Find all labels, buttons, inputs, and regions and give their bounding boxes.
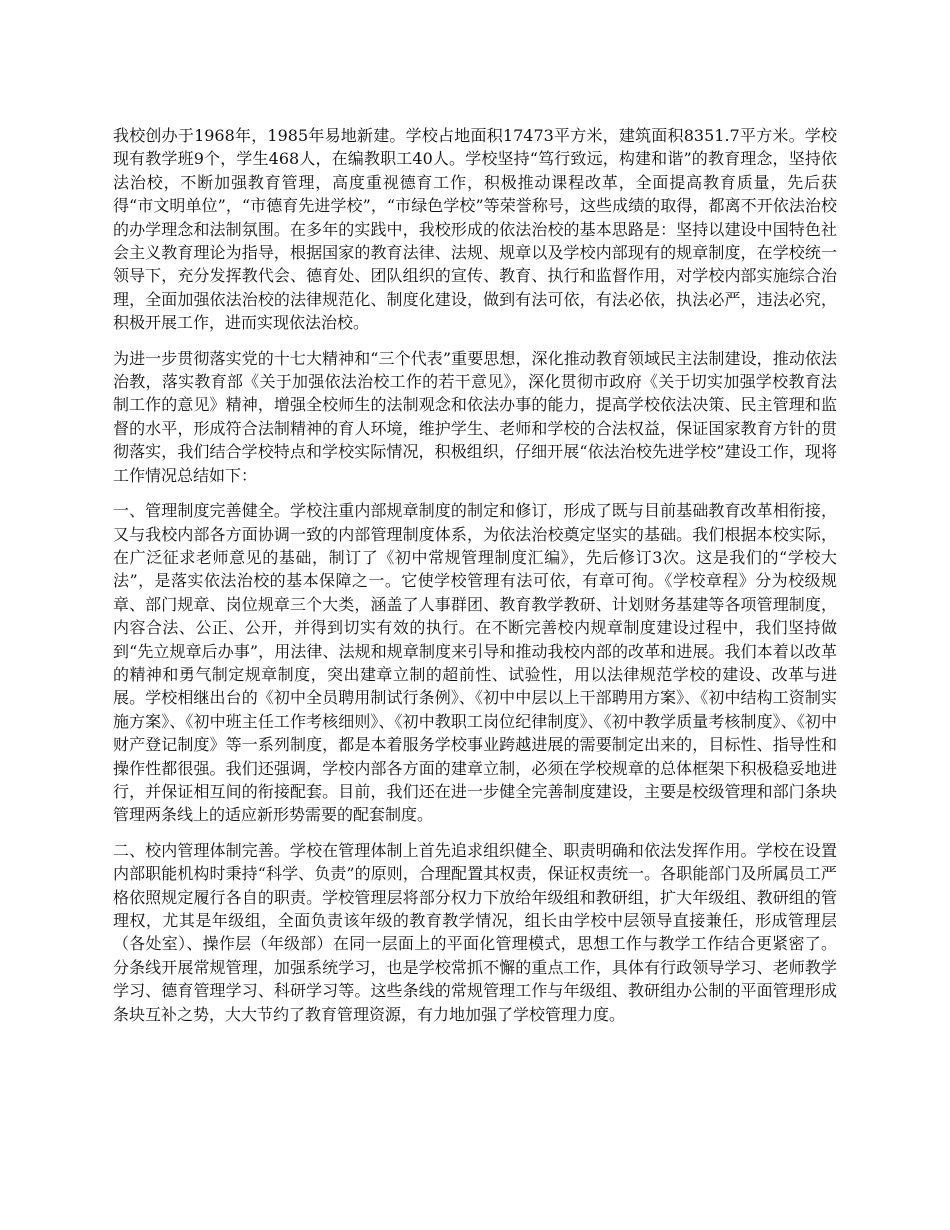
paragraph-management-structure: 二、校内管理体制完善。学校在管理体制上首先追求组织健全、职责明确和依法发挥作用。学校在设置内部职能机构时秉持“科学、负责”的原则，合理配置其权责，保证权责统一。各职能部门及所属员工严格依照规定履行各自的职责。学校管理层将部分权力下放给年级组和教研组，扩大年级组、教研组的管理权，尤其是年级组，全面负责该年级的教育教学情况，组长由学校中层领导直接兼任，形成管理层（各处室）、操作层（年级部）在同一层面上的平面化管理模式，思想工作与教学工作结合更紧密了。分条线开展常规管理，加强系统学习，也是学校常抓不懈的重点工作，具体有行政领导学习、老师教学学习、德育管理学习、科研学习等。这些条线的常规管理工作与年级组、教研组办公制的平面管理形成条块互补之势，大大节约了教育管理资源，有力地加强了学校管理力度。 <box>113 840 837 1024</box>
document-body <box>113 124 837 1038</box>
paragraph-purpose: 为进一步贯彻落实党的十七大精神和“三个代表”重要思想，深化推动教育领域民主法制建设，推动依法治教，落实教育部《关于加强依法治校工作的若干意见》，深化贯彻市政府《关于切实加强学校教育法制工作的意见》精神，增强全校师生的法制观念和依法办事的能力，提高学校依法决策、民主管理和监督的水平，形成符合法制精神的育人环境，维护学生、老师和学校的合法权益，保证国家教育方针的贯彻落实，我们结合学校特点和学校实际情况，积极组织，仔细开展“依法治校先进学校”建设工作，现将工作情况总结如下： <box>113 348 837 485</box>
paragraph-management-system: 一、管理制度完善健全。学校注重内部规章制度的制定和修订，形成了既与目前基础教育改革相衔接，又与我校内部各方面协调一致的内部管理制度体系，为依法治校奠定坚实的基础。我们根据本校实际，在广泛征求老师意见的基础，制订了《初中常规管理制度汇编》，先后修订3次。这是我们的“学校大法”，是落实依法治校的基本保障之一。它使学校管理有法可依，有章可徇。《学校章程》分为校级规章、部门规章、岗位规章三个大类，涵盖了人事群团、教育教学教研、计划财务基建等各项管理制度，内容合法、公正、公开，并得到切实有效的执行。在不断完善校内规章制度建设过程中，我们坚持做到“先立规章后办事”，用法律、法规和规章制度来引导和推动我校内部的改革和进展。我们本着以改革的精神和勇气制定规章制度，突出建章立制的超前性、试验性，用以法律规范学校的建设、改革与进展。学校相继出台的《初中全员聘用制试行条例》、《初中中层以上干部聘用方案》、《初中结构工资制实施方案》、《初中班主任工作考核细则》、《初中教职工岗位纪律制度》、《初中教学质量考核制度》、《初中财产登记制度》等一系列制度，都是本着服务学校事业跨越进展的需要制定出来的，目标性、指导性和操作性都很强。我们还强调，学校内部各方面的建章立制，必须在学校规章的总体框架下积极稳妥地进行，并保证相互间的衔接配套。目前，我们还在进一步健全完善制度建设，主要是校级管理和部门条块管理两条线上的适应新形势需要的配套制度。 <box>113 501 837 825</box>
paragraph-intro: 我校创办于1968年，1985年易地新建。学校占地面积17473平方米，建筑面积8351.7平方米。学校现有教学班9个，学生468人，在编教职工40人。学校坚持“笃行致远，构建和谐”的教育理念，坚持依法治校，不断加强教育管理，高度重视德育工作，积极推动课程改革，全面提高教育质量，先后获得“市文明单位”，“市德育先进学校”，“市绿色学校”等荣誉称号，这些成绩的取得，都离不开依法治校的办学理念和法制氛围。在多年的实践中，我校形成的依法治校的基本思路是：坚持以建设中国特色社会主义教育理论为指导，根据国家的教育法律、法规、规章以及学校内部现有的规章制度，在学校统一领导下，充分发挥教代会、德育处、团队组织的宣传、教育、执行和监督作用，对学校内部实施综合治理，全面加强依法治校的法律规范化、制度化建设，做到有法可依，有法必依，执法必严，违法必究，积极开展工作，进而实现依法治校。 <box>113 126 837 333</box>
